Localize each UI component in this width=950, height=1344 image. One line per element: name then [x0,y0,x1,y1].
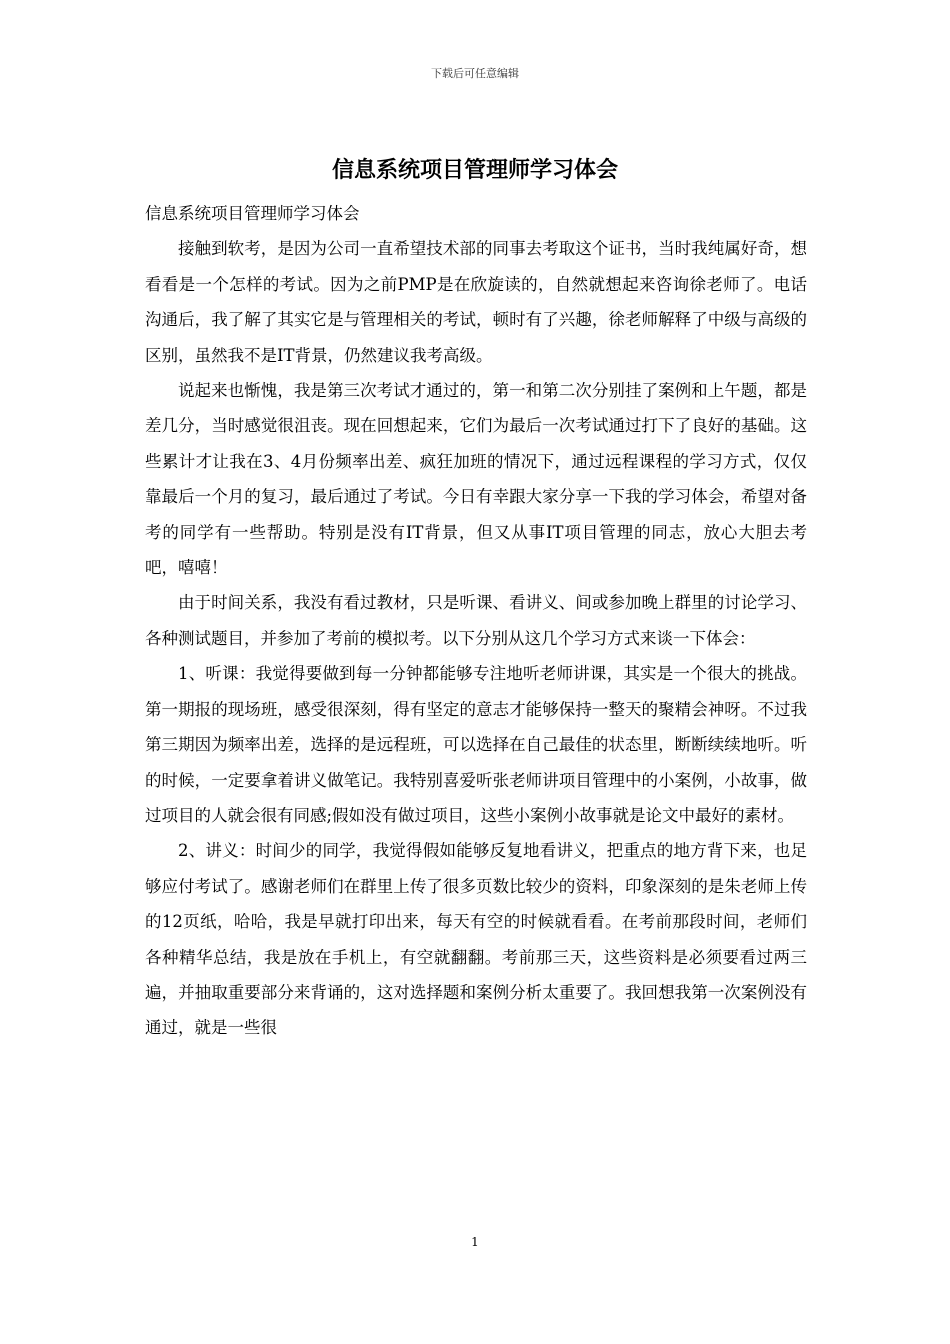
paragraph: 2、讲义：时间少的同学，我觉得假如能够反复地看讲义，把重点的地方背下来，也足够应付考试了。感谢老师们在群里上传了很多页数比较少的资料，印象深刻的是朱老师上传的12页纸，哈哈，我是早就打印出来，每天有空的时候就看看。在考前那段时间，老师们各种精华总结，我是放在手机上，有空就翻翻。考前那三天，这些资料是必须要看过两三遍，并抽取重要部分来背诵的，这对选择题和案例分析太重要了。我回想我第一次案例没有通过，就是一些很 [145,841,807,1038]
paragraph: 由于时间关系，我没有看过教材，只是听课、看讲义、间或参加晚上群里的讨论学习、各种测试题目，并参加了考前的模拟考。以下分别从这几个学习方式来谈一下体会： [145,593,807,648]
page-number: 1 [471,1235,479,1249]
paragraph: 接触到软考，是因为公司一直希望技术部的同事去考取这个证书，当时我纯属好奇，想看看是一个怎样的考试。因为之前PMP是在欣旋读的，自然就想起来咨询徐老师了。电话沟通后，我了解了其实它是与管理相关的考试，顿时有了兴趣，徐老师解释了中级与高级的区别，虽然我不是IT背景，仍然建议我考高级。 [145,239,807,365]
document-subtitle: 信息系统项目管理师学习体会 [145,204,360,223]
header-note: 下载后可任意编辑 [431,67,519,80]
document-body [145,196,807,1046]
paragraph: 1、听课：我觉得要做到每一分钟都能够专注地听老师讲课，其实是一个很大的挑战。第一期报的现场班，感受很深刻，得有坚定的意志才能够保持一整天的聚精会神呀。不过我第三期因为频率出差，选择的是远程班，可以选择在自己最佳的状态里，断断续续地听。听的时候，一定要拿着讲义做笔记。我特别喜爱听张老师讲项目管理中的小案例，小故事，做过项目的人就会很有同感;假如没有做过项目，这些小案例小故事就是论文中最好的素材。 [145,664,807,825]
paragraph: 说起来也惭愧，我是第三次考试才通过的，第一和第二次分别挂了案例和上午题，都是差几分，当时感觉很沮丧。现在回想起来，它们为最后一次考试通过打下了良好的基础。这些累计才让我在3、4月份频率出差、疯狂加班的情况下，通过远程课程的学习方式，仅仅靠最后一个月的复习，最后通过了考试。今日有幸跟大家分享一下我的学习体会，希望对备考的同学有一些帮助。特别是没有IT背景，但又从事IT项目管理的同志，放心大胆去考吧，嘻嘻！ [145,381,807,578]
document-title: 信息系统项目管理师学习体会 [331,157,618,183]
